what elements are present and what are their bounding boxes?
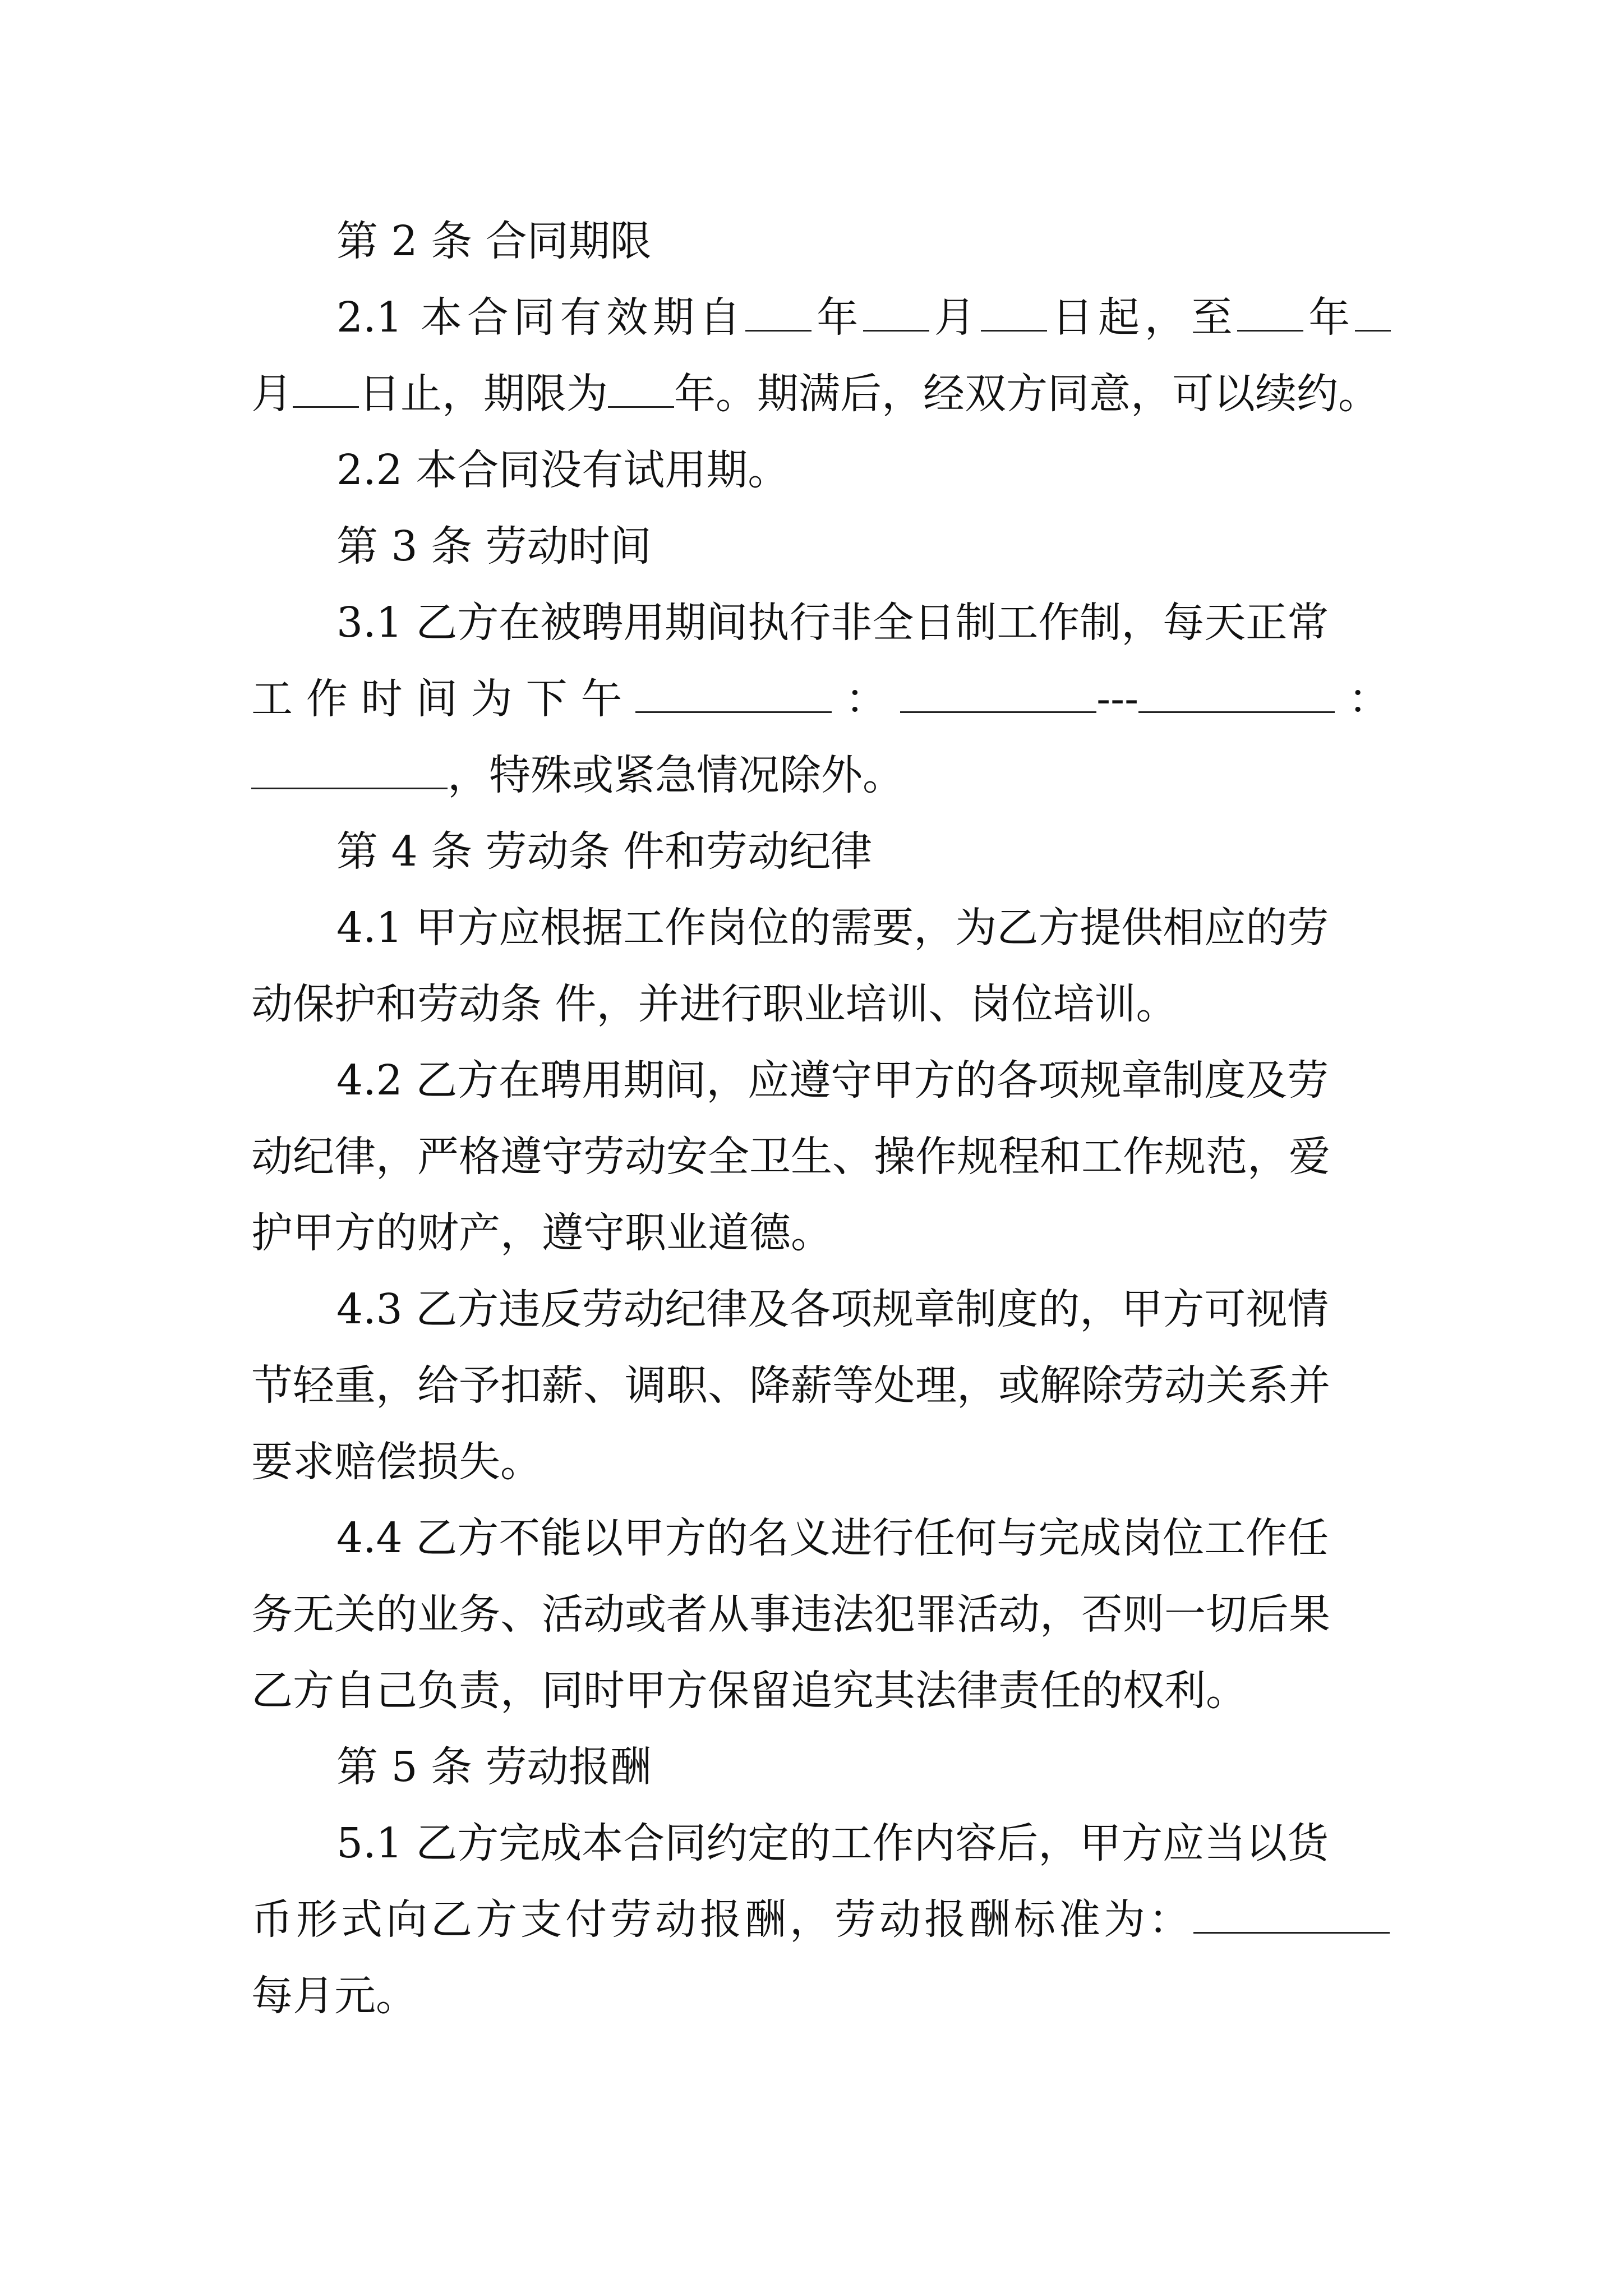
article-2-heading: 第 2 条 合同期限 [336,217,652,265]
fill-blank[interactable] [981,289,1047,332]
fill-blank[interactable] [293,366,359,408]
clause-2-1-line-1: 2.1 本合同有效期自 年 月 日起，至 年 [336,278,1391,357]
fill-blank[interactable] [608,366,674,408]
clause-5-1-line-3: 每月元。 [251,1972,417,2020]
clause-4-3-line-1: 4.3 乙方违反劳动纪律及各项规章制度的，甲方可视情 [336,1285,1329,1333]
clause-4-2-line-1: 4.2 乙方在聘用期间，应遵守甲方的各项规章制度及劳 [336,1056,1329,1105]
clause-4-4-line-1: 4.4 乙方不能以甲方的名义进行任何与完成岗位工作任 [336,1514,1329,1562]
article-5-heading: 第 5 条 劳动报酬 [336,1743,652,1791]
clause-3-1-line-3: ，特殊或紧急情况除外。 [251,736,1390,815]
clause-4-1-line-1: 4.1 甲方应根据工作岗位的需要，为乙方提供相应的劳 [336,904,1329,952]
clause-2-1-line-2: 月 日止，期限为 年。期满后，经双方同意，可以续约。 [251,355,1390,433]
clause-3-1-line-2: 工作时间为下午 ： --- ： [251,660,1390,738]
clause-4-3-line-2: 节轻重，给予扣薪、调职、降薪等处理，或解除劳动关系并 [251,1361,1330,1410]
clause-4-3-line-3: 要求赔偿损失。 [251,1438,542,1486]
clause-2-2: 2.2 本合同没有试用期。 [336,446,790,494]
clause-4-2-line-3: 护甲方的财产，遵守职业道德。 [251,1209,832,1257]
fill-blank[interactable] [1138,671,1335,713]
clause-4-2-line-2: 动纪律，严格遵守劳动安全卫生、操作规程和工作规范，爱 [251,1133,1330,1181]
fill-blank[interactable] [745,289,811,332]
fill-blank[interactable] [900,671,1096,713]
clause-5-1-line-2: 币形式向乙方支付劳动报酬，劳动报酬标准为： [251,1880,1390,1959]
fill-blank[interactable] [1355,289,1391,332]
clause-5-1-line-1: 5.1 乙方完成本合同约定的工作内容后，甲方应当以货 [336,1819,1329,1867]
clause-3-1-line-1: 3.1 乙方在被聘用期间执行非全日制工作制，每天正常 [336,599,1329,647]
fill-blank[interactable] [863,289,929,332]
fill-blank[interactable] [1193,1892,1390,1934]
article-4-heading: 第 4 条 劳动条 件和劳动纪律 [336,827,873,876]
fill-blank[interactable] [635,671,832,713]
clause-4-4-line-3: 乙方自己负责，同时甲方保留追究其法律责任的权利。 [251,1667,1247,1715]
clause-4-1-line-2: 动保护和劳动条 件，并进行职业培训、岗位培训。 [251,980,1178,1028]
fill-blank[interactable] [1237,289,1303,332]
article-3-heading: 第 3 条 劳动时间 [336,522,652,570]
fill-blank[interactable] [251,747,448,789]
clause-4-4-line-2: 务无关的业务、活动或者从事违法犯罪活动，否则一切后果 [251,1590,1330,1639]
